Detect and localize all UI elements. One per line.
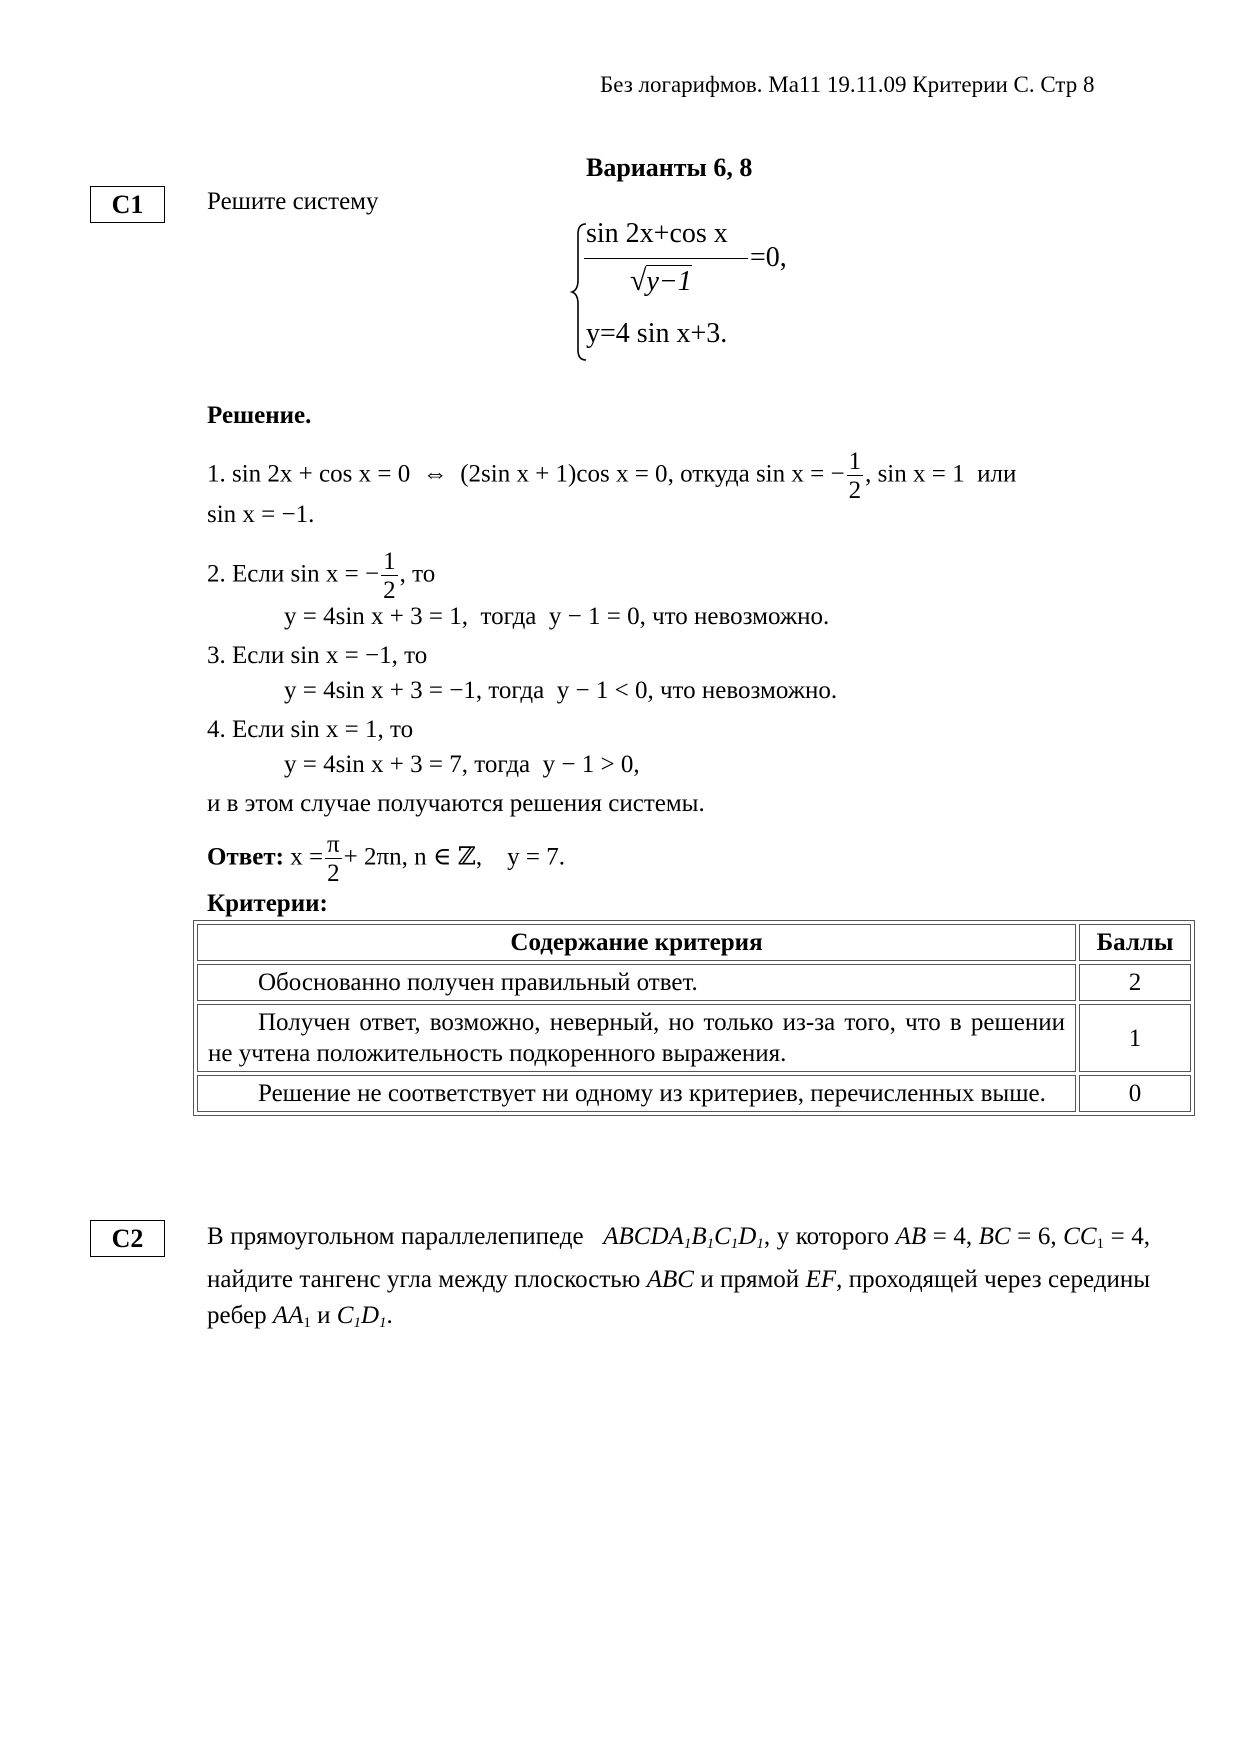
criterion-text: Получен ответ, возможно, неверный, но только из-за того, что в решении не учтена положительность подкоренного выражения. <box>197 1004 1076 1072</box>
table-header-row <box>197 924 1191 961</box>
step-4-cond: y − 1 > 0, <box>542 751 640 778</box>
criteria-table <box>193 920 1195 1116</box>
step-3-sin: sin x = −1 <box>290 642 392 669</box>
step-2-cond: y − 1 = 0 <box>548 603 640 630</box>
step-4-intro: 4. Если <box>207 716 285 743</box>
eq1-fraction-bar <box>584 258 748 259</box>
criterion-text: Обоснованно получен правильный ответ. <box>197 964 1076 1001</box>
step-4-detail <box>284 750 640 780</box>
step-4-sin: sin x = 1 <box>290 716 378 743</box>
sqrt-sign: √ <box>630 264 647 297</box>
step-3-detail <box>284 676 837 706</box>
step-1-number: 1. <box>207 460 226 488</box>
answer-label: Ответ: <box>207 843 284 871</box>
answer-x-suffix: + 2πn, n ∈ ℤ, <box>343 843 483 871</box>
step-1-cont: sin x = −1. <box>207 501 315 528</box>
step-3-eq: y = 4sin x + 3 = −1 <box>284 677 476 704</box>
step-2-detail <box>284 602 829 632</box>
equation-system <box>570 218 810 366</box>
step-3-intro: 3. Если <box>207 642 285 669</box>
step-2-intro: 2. Если <box>207 560 285 588</box>
step-1-sin1: , sin x = 1 <box>865 460 965 488</box>
equiv-sign: ⇔ <box>422 460 448 488</box>
step-1-whence: , откуда <box>667 460 750 488</box>
criterion-text: Решение не соответствует ни одному из критериев, перечисленных выше. <box>197 1075 1076 1112</box>
answer-y: y = 7. <box>507 843 566 871</box>
eq1-denominator: √y−1 <box>630 264 692 297</box>
criterion-score: 2 <box>1079 964 1191 1001</box>
header-score: Баллы <box>1079 924 1191 961</box>
step-1-or: или <box>977 460 1017 488</box>
table-row <box>197 964 1191 1001</box>
step-4-eq: y = 4sin x + 3 = 7 <box>284 751 462 778</box>
solution-title: Решение. <box>207 402 312 429</box>
fraction-half: $\frac{1}{2}$ <box>383 548 396 604</box>
step-3-cond: y − 1 < 0 <box>556 677 648 704</box>
fraction-half: $\frac{1}{2}$ <box>848 448 862 504</box>
c1-task-text: Решите систему <box>207 188 379 215</box>
eq2: y=4 sin x+3. <box>586 318 728 349</box>
c2-task-text: В прямоугольном параллелепипеде $ABCDA_1B_1C_1D_1$, у которого AB = 4, BC = 6, $CC_1 = 4$, найдите тангенс угла между плоскостью ABC и прямой EF, проходящей через середины ребер $AA_1$ и $C_1D_1$. <box>207 1223 1151 1331</box>
step-3-imp: , что невозможно. <box>647 677 838 704</box>
step-2-then: , то <box>399 560 436 588</box>
table-row <box>197 1004 1191 1072</box>
step-3-then: , то <box>391 642 428 669</box>
criterion-score: 1 <box>1079 1004 1191 1072</box>
step-4 <box>207 715 413 745</box>
fraction-pi-half: $\frac{\pi}{2}$ <box>327 831 340 887</box>
step-1-sin: sin x = − <box>755 460 845 488</box>
task-label-c1: С1 <box>90 186 165 223</box>
header-criterion: Содержание критерия <box>197 924 1076 961</box>
variants-title: Варианты 6, 8 <box>586 153 753 182</box>
criteria-title: Критерии: <box>207 890 328 917</box>
step-1-eq: sin 2x + cos x = 0 <box>232 460 411 488</box>
step-1 <box>207 449 1016 503</box>
step-4-then: , то <box>377 716 414 743</box>
answer-x-prefix: x = <box>290 843 324 871</box>
step-2-then2: тогда <box>480 603 537 630</box>
step-2 <box>207 549 435 603</box>
step-3-then2: , тогда <box>475 677 545 704</box>
step-2-eq: y = 4sin x + 3 = 1, <box>284 603 468 630</box>
criterion-score: 0 <box>1079 1075 1191 1112</box>
step-2-sin: sin x = − <box>290 560 380 588</box>
page-header: Без логарифмов. Ма11 19.11.09 Критерии С. Стр 8 <box>600 72 1095 97</box>
table-row <box>197 1075 1191 1112</box>
step-4-then2: , тогда <box>461 751 531 778</box>
eq1-numerator: sin 2x+cos x <box>586 218 728 249</box>
step-4-conclusion: и в этом случае получаются решения системы. <box>207 790 705 817</box>
step-1-eq2: (2sin x + 1)cos x = 0 <box>460 460 668 488</box>
answer <box>207 832 565 886</box>
step-2-imp: , что невозможно. <box>639 603 830 630</box>
task-label-c2: С2 <box>90 1220 165 1257</box>
step-3 <box>207 641 427 671</box>
eq1-rhs: =0, <box>750 242 787 273</box>
